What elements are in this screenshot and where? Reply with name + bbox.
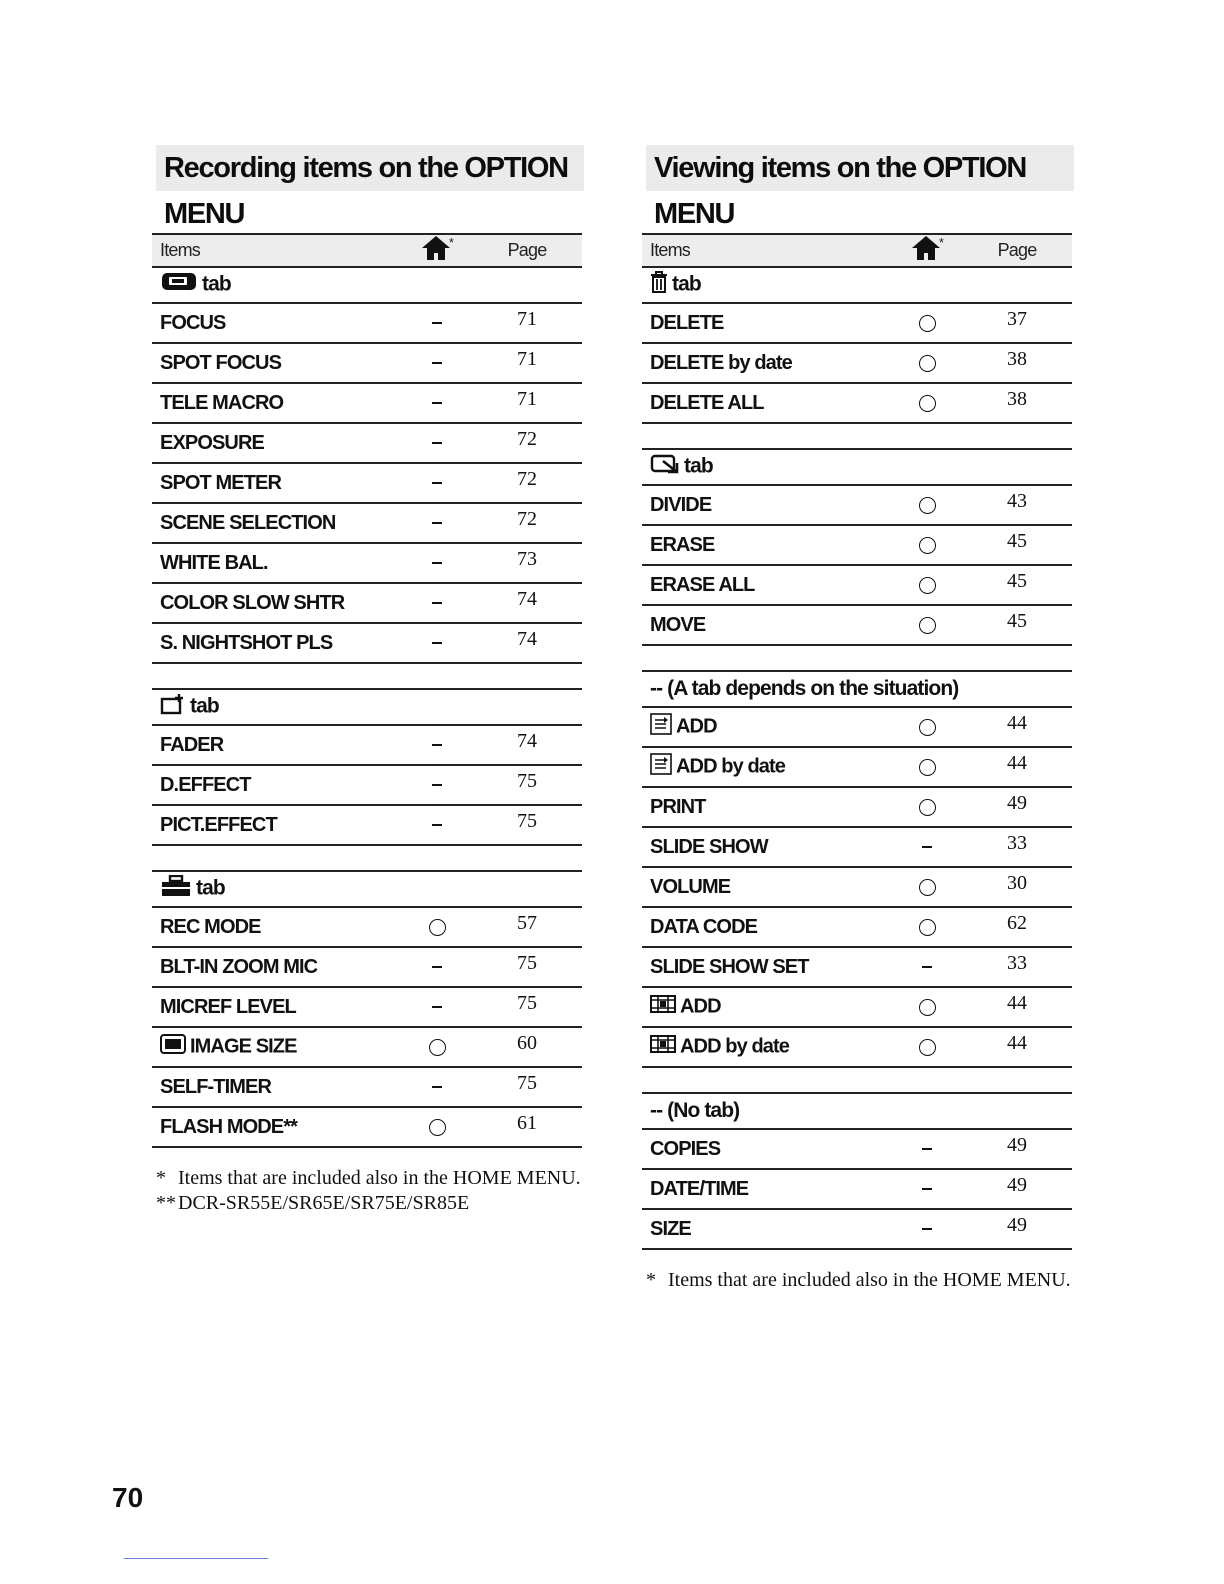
film-icon: [650, 1034, 676, 1060]
page-header: Page: [997, 240, 1037, 260]
page-ref: 71: [472, 303, 582, 343]
home-menu-mark: [402, 543, 472, 583]
page-ref: 75: [472, 765, 582, 805]
circle-mark: [919, 315, 936, 332]
table-row: [152, 623, 582, 663]
home-header: *: [402, 234, 472, 267]
page-ref: 62: [962, 907, 1072, 947]
page-ref: 38: [962, 343, 1072, 383]
table-row: [642, 707, 1072, 747]
playlist-icon: [650, 713, 672, 741]
item-name: ADD by date: [680, 1035, 790, 1058]
home-menu-mark: [402, 765, 472, 805]
table-header: [152, 234, 582, 267]
home-menu-mark: [892, 987, 962, 1027]
item-name: ERASE ALL: [650, 573, 755, 596]
home-menu-mark: [402, 303, 472, 343]
circle-mark: [919, 799, 936, 816]
dash-mark: [432, 1086, 442, 1088]
playlist-icon: [650, 753, 672, 781]
home-menu-mark: [402, 423, 472, 463]
table-header: [642, 234, 1072, 267]
dash-mark: [922, 846, 932, 848]
page-ref: 75: [472, 805, 582, 845]
home-menu-mark: [402, 987, 472, 1027]
item-name: DATA CODE: [650, 915, 758, 938]
table-row: [152, 583, 582, 623]
home-menu-mark: [402, 1107, 472, 1147]
table-row: [152, 303, 582, 343]
home-menu-mark: [402, 463, 472, 503]
item-name: SLIDE SHOW: [650, 835, 768, 858]
table-row: [152, 383, 582, 423]
section-spacer: [642, 1067, 1072, 1093]
dash-mark: [922, 1148, 932, 1150]
recording-notes: [152, 1166, 584, 1216]
table-row: [642, 1209, 1072, 1249]
item-name: DELETE: [650, 311, 724, 334]
page-header: Page: [507, 240, 547, 260]
home-menu-mark: [892, 525, 962, 565]
page-number: 70: [112, 1482, 144, 1513]
circle-mark: [919, 355, 936, 372]
footnote: * Items that are included also in the HOME MENU.: [646, 1269, 1071, 1291]
recording-column: [152, 145, 584, 1216]
table-row: [642, 907, 1072, 947]
home-menu-mark: [892, 747, 962, 787]
page-ref: 75: [472, 987, 582, 1027]
item-name: ADD by date: [676, 755, 786, 778]
page-ref: 38: [962, 383, 1072, 423]
item-name: IMAGE SIZE: [190, 1035, 297, 1058]
section-spacer: [642, 645, 1072, 671]
divider: [124, 1558, 268, 1559]
circle-mark: [919, 919, 936, 936]
tab-label: -- (A tab depends on the situation): [650, 677, 959, 700]
dash-mark: [432, 562, 442, 564]
home-menu-mark: [892, 827, 962, 867]
item-name: S. NIGHTSHOT PLS: [160, 631, 333, 654]
toolbox-tab-icon: [160, 875, 192, 903]
dash-mark: [432, 966, 442, 968]
tab-label: tab: [202, 272, 231, 296]
viewing-rows: [642, 267, 1072, 1249]
circle-mark: [919, 537, 936, 554]
item-name: MICREF LEVEL: [160, 995, 296, 1018]
page-ref: 33: [962, 827, 1072, 867]
home-menu-mark: [892, 1027, 962, 1067]
page-ref: 37: [962, 303, 1072, 343]
circle-mark: [919, 719, 936, 736]
page-ref: 71: [472, 343, 582, 383]
tab-label: -- (No tab): [650, 1099, 740, 1122]
page-ref: 57: [472, 907, 582, 947]
circle-mark: [919, 879, 936, 896]
page-ref: 45: [962, 565, 1072, 605]
footnote: ** DCR-SR55E/SR65E/SR75E/SR85E: [156, 1192, 470, 1214]
home-menu-mark: [402, 805, 472, 845]
page-ref: 43: [962, 485, 1072, 525]
page-ref: 74: [472, 583, 582, 623]
item-name: SLIDE SHOW SET: [650, 955, 809, 978]
recording-rows: [152, 267, 582, 1147]
table-row: [642, 485, 1072, 525]
page-ref: 72: [472, 423, 582, 463]
circle-mark: [429, 1119, 446, 1136]
circle-mark: [919, 617, 936, 634]
page-ref: 49: [962, 1169, 1072, 1209]
item-name: SCENE SELECTION: [160, 511, 336, 534]
circle-mark: [919, 1039, 936, 1056]
home-menu-mark: [892, 343, 962, 383]
home-menu-mark: [892, 303, 962, 343]
page-ref: 72: [472, 463, 582, 503]
item-name: DELETE ALL: [650, 391, 764, 414]
table-row: [642, 787, 1072, 827]
table-row: [642, 303, 1072, 343]
item-name: BLT-IN ZOOM MIC: [160, 955, 318, 978]
viewing-table: [642, 233, 1072, 1250]
dash-mark: [432, 744, 442, 746]
section-spacer: [152, 663, 582, 689]
table-row: [152, 765, 582, 805]
tab-heading-row: [642, 671, 1072, 707]
circle-mark: [429, 919, 446, 936]
item-name: EXPOSURE: [160, 431, 264, 454]
circle-mark: [919, 577, 936, 594]
dash-mark: [432, 322, 442, 324]
item-name: PRINT: [650, 795, 706, 818]
item-name: SPOT FOCUS: [160, 351, 282, 374]
item-name: SELF-TIMER: [160, 1075, 271, 1098]
page-ref: 60: [472, 1027, 582, 1067]
item-name: DELETE by date: [650, 351, 792, 374]
table-row: [642, 383, 1072, 423]
circle-mark: [919, 999, 936, 1016]
home-menu-mark: [402, 1027, 472, 1067]
page-ref: 75: [472, 947, 582, 987]
table-row: [642, 605, 1072, 645]
page-ref: 74: [472, 725, 582, 765]
dash-mark: [432, 1006, 442, 1008]
circle-mark: [919, 759, 936, 776]
home-menu-mark: [892, 787, 962, 827]
home-menu-mark: [892, 707, 962, 747]
tab-heading-row: [152, 871, 582, 907]
table-row: [152, 343, 582, 383]
home-menu-mark: [402, 503, 472, 543]
recording-table: [152, 233, 582, 1148]
home-menu-mark: [892, 383, 962, 423]
table-row: [152, 503, 582, 543]
item-name: D.EFFECT: [160, 773, 251, 796]
item-name: SPOT METER: [160, 471, 282, 494]
item-name: FADER: [160, 733, 224, 756]
dash-mark: [432, 824, 442, 826]
page-ref: 49: [962, 787, 1072, 827]
table-row: [152, 463, 582, 503]
dash-mark: [432, 642, 442, 644]
circle-mark: [919, 395, 936, 412]
home-menu-mark: [892, 1209, 962, 1249]
trash-tab-icon: [650, 271, 668, 299]
page-ref: 74: [472, 623, 582, 663]
table-row: [642, 987, 1072, 1027]
home-menu-mark: [402, 583, 472, 623]
dash-mark: [432, 784, 442, 786]
page-ref: 61: [472, 1107, 582, 1147]
item-name: DIVIDE: [650, 493, 712, 516]
item-name: REC MODE: [160, 915, 261, 938]
page-ref: 45: [962, 605, 1072, 645]
footnote: * Items that are included also in the HOME MENU.: [156, 1167, 581, 1189]
home-menu-mark: [402, 947, 472, 987]
table-row: [152, 1027, 582, 1067]
home-menu-mark: [402, 383, 472, 423]
home-icon: [911, 235, 941, 266]
table-row: [642, 343, 1072, 383]
page-ref: 71: [472, 383, 582, 423]
viewing-column: [642, 145, 1074, 1293]
tab-label: tab: [684, 454, 713, 478]
recording-heading: Recording items on the OPTION MENU: [156, 145, 584, 191]
table-row: [152, 907, 582, 947]
home-menu-mark: [402, 725, 472, 765]
table-row: [642, 827, 1072, 867]
dash-mark: [432, 482, 442, 484]
table-row: [152, 947, 582, 987]
table-row: [152, 1107, 582, 1147]
items-header: Items: [160, 240, 201, 260]
home-menu-mark: [892, 1169, 962, 1209]
home-menu-mark: [892, 867, 962, 907]
tab-heading-row: [642, 449, 1072, 485]
edit-tab-icon: [650, 453, 680, 481]
section-spacer: [152, 845, 582, 871]
tab-label: tab: [190, 694, 219, 718]
item-name: VOLUME: [650, 875, 731, 898]
film-icon: [650, 994, 676, 1020]
dash-mark: [922, 1188, 932, 1190]
viewing-notes: [642, 1268, 1074, 1293]
item-name: FOCUS: [160, 311, 226, 334]
tab-label: tab: [672, 272, 701, 296]
dash-mark: [922, 1228, 932, 1230]
item-name: SIZE: [650, 1217, 691, 1240]
page-ref: 45: [962, 525, 1072, 565]
table-row: [642, 565, 1072, 605]
table-row: [152, 1067, 582, 1107]
item-name: WHITE BAL.: [160, 551, 268, 574]
tab-heading-row: [642, 1093, 1072, 1129]
page-ref: 44: [962, 707, 1072, 747]
page-ref: 73: [472, 543, 582, 583]
section-spacer: [642, 423, 1072, 449]
circle-mark: [919, 497, 936, 514]
page-ref: 75: [472, 1067, 582, 1107]
circle-mark: [429, 1039, 446, 1056]
dash-mark: [922, 966, 932, 968]
dash-mark: [432, 602, 442, 604]
home-menu-mark: [892, 605, 962, 645]
dash-mark: [432, 402, 442, 404]
tab-heading-row: [152, 267, 582, 303]
item-name: DATE/TIME: [650, 1177, 749, 1200]
dash-mark: [432, 362, 442, 364]
item-name: ERASE: [650, 533, 715, 556]
page-ref: 49: [962, 1209, 1072, 1249]
tab-label: tab: [196, 876, 225, 900]
tab-heading-row: [152, 689, 582, 725]
item-name: FLASH MODE**: [160, 1115, 297, 1138]
home-menu-mark: [892, 907, 962, 947]
page-ref: 49: [962, 1129, 1072, 1169]
page-ref: 44: [962, 987, 1072, 1027]
page-ref: 72: [472, 503, 582, 543]
tab-heading-row: [642, 267, 1072, 303]
table-row: [642, 1027, 1072, 1067]
home-menu-mark: [402, 343, 472, 383]
table-row: [152, 725, 582, 765]
home-menu-mark: [402, 623, 472, 663]
item-name: ADD: [680, 995, 721, 1018]
item-name: COPIES: [650, 1137, 721, 1160]
page-ref: 33: [962, 947, 1072, 987]
home-menu-mark: [892, 485, 962, 525]
table-row: [642, 747, 1072, 787]
item-name: PICT.EFFECT: [160, 813, 277, 836]
page-ref: 44: [962, 747, 1072, 787]
table-row: [152, 805, 582, 845]
table-row: [642, 1169, 1072, 1209]
camera-tab-icon: [160, 271, 198, 299]
table-row: [642, 525, 1072, 565]
table-row: [642, 947, 1072, 987]
viewing-heading: Viewing items on the OPTION MENU: [646, 145, 1074, 191]
dash-mark: [432, 522, 442, 524]
home-menu-mark: [892, 1129, 962, 1169]
page-ref: 30: [962, 867, 1072, 907]
table-row: [152, 543, 582, 583]
table-row: [152, 423, 582, 463]
table-row: [642, 867, 1072, 907]
table-row: [642, 1129, 1072, 1169]
home-header: *: [892, 234, 962, 267]
home-menu-mark: [402, 907, 472, 947]
table-row: [152, 987, 582, 1027]
item-name: MOVE: [650, 613, 706, 636]
item-name: TELE MACRO: [160, 391, 284, 414]
page-ref: 44: [962, 1027, 1072, 1067]
home-icon: [421, 235, 451, 266]
dash-mark: [432, 442, 442, 444]
items-header: Items: [650, 240, 691, 260]
home-menu-mark: [892, 947, 962, 987]
home-menu-mark: [892, 565, 962, 605]
effect-tab-icon: [160, 693, 186, 721]
home-menu-mark: [402, 1067, 472, 1107]
item-name: ADD: [676, 715, 717, 738]
photo-mode-icon: [160, 1034, 186, 1060]
item-name: COLOR SLOW SHTR: [160, 591, 345, 614]
